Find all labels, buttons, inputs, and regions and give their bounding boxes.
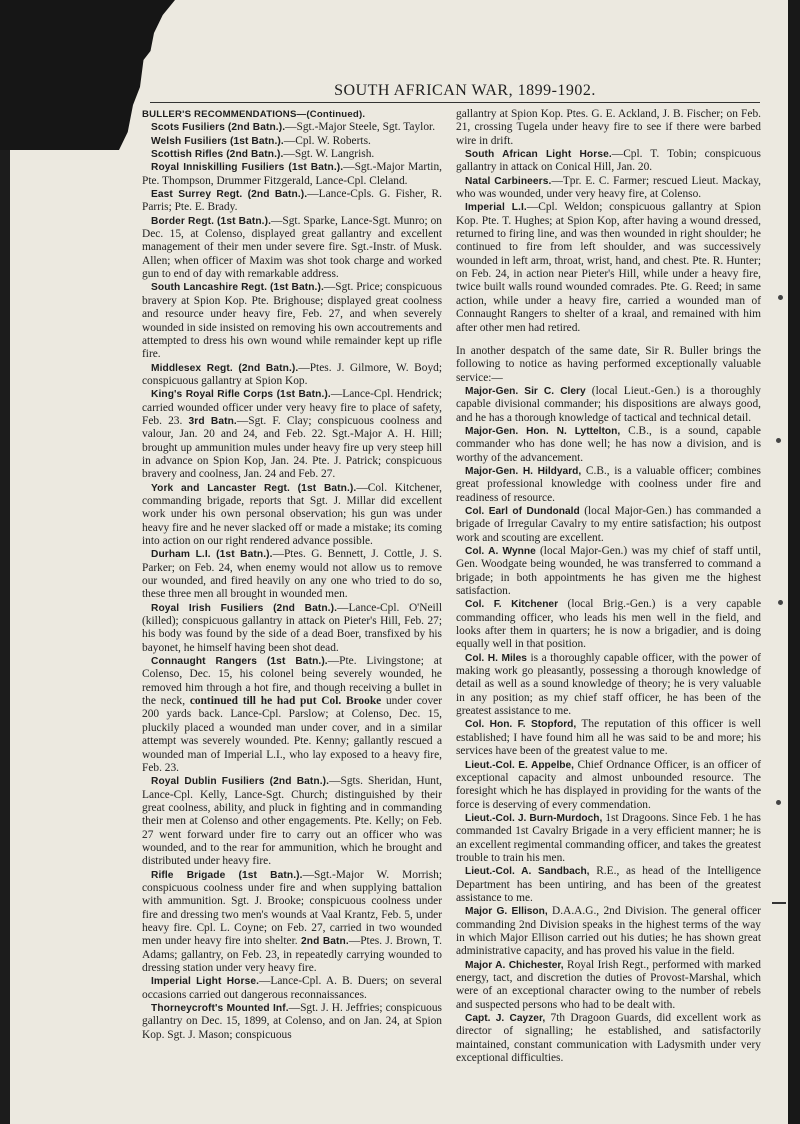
running-head: SOUTH AFRICAN WAR, 1899-1902.	[334, 82, 596, 99]
entry-imperial-light-horse: Imperial Light Horse.—Lance-Cpl. A. B. Duers; on several occasions carried out dangerous reconnaissances.	[142, 975, 442, 1001]
entry-imperial-li: Imperial L.I.—Cpl. Weldon; conspicuous gallantry at Spion Kop. Pte. T. Hughes; at Spion Kop, after having a wound dressed, returned to firing line, and was then wounded in right shoulder; he continued to fire from left shoulder, and was successively wounded in left arm, throat, wrist, hand, and chest. Pte. R. Hunter; on Feb. 24, in action near Pieter's Hill, while under a heavy fire, twice built walls round wounded comrades. Pte. G. Reed; in same action, while under a heavy fire, carried a wounded man of Connaught Rangers to shelter of a kraal, and remained with him after other men had retired.	[456, 201, 761, 334]
officer-chichester: Major A. Chichester, Royal Irish Regt., performed with marked energy, tact, and discretion the duties of Provost-Marshal, which were of an exceptional character owing to the number of rebels and suspected persons who had to be dealt with.	[456, 958, 762, 1011]
entry-royal-dublin-fusiliers: Royal Dublin Fusiliers (2nd Batn.).—Sgts. Sheridan, Hunt, Lance-Cpl. Kelly, Lance-Sgt. Church; distinguished by their great coolness, ability, and pluck in fighting and in commanding their men at Colenso and other engagements. Pte. Kelly; on Feb. 27 went forward under fire to carry out an officer who was wounded, and to the rear for ammunition, which he brought and distributed under heavy fire.	[142, 775, 442, 868]
officer-burn-murdoch: Lieut.-Col. J. Burn-Murdoch, 1st Dragoons. Since Feb. 1 he has commanded 1st Cavalry Brigade in a very efficient manner; he is an excellent regimental commanding officer, and takes the greatest trouble to train his men.	[456, 811, 761, 864]
entry-durham-li: Durham L.I. (1st Batn.).—Ptes. G. Bennett, J. Cottle, J. S. Parker; on Feb. 24, when enemy would not allow us to remove our wounded, and fired heavily on any one who tried to do so, these three men all brought in wounded men.	[142, 548, 442, 601]
officer-stopford: Col. Hon. F. Stopford, The reputation of this officer is well established; I have found him all he was said to be and more; his services have been of the greatest value to me.	[456, 718, 761, 758]
margin-mark	[772, 902, 786, 904]
entry-border-regt: Border Regt. (1st Batn.).—Sgt. Sparke, Lance-Sgt. Munro; on Dec. 15, at Colenso, displayed great gallantry and excellent management of their men under severe fire. Sgt.-Instr. of Musk. Allen; when officer of Maxim was shot took charge and worked gun to end of day with remarkable address.	[142, 214, 442, 281]
entry-kings-royal-rifle: King's Royal Rifle Corps (1st Batn.).—Lance-Cpl. Hendrick; carried wounded officer under very heavy fire to place of safety, Feb. 23. 3rd Batn.—Sgt. F. Clay; conspicuous coolness and valour, Jan. 20 and 24, and Feb. 22. Sgt.-Major A. H. Hill; brought up ammunition mules under heavy fire up very steep hill in advance on Spion Kop, Jan. 24. Pte. J. Patrick; conspicuous bravery and coolness, Jan. 24 and Feb. 27.	[142, 388, 443, 481]
entry-scottish-rifles: Scottish Rifles (2nd Batn.).—Sgt. W. Langrish.	[151, 148, 375, 161]
officer-cayzer: Capt. J. Cayzer, 7th Dragoon Guards, did excellent work as director of signalling; he established, and satisfactorily maintained, constant communication with Ladysmith under very exceptional difficulties.	[456, 1012, 761, 1065]
left-column	[142, 108, 442, 1042]
section-heading: BULLER'S RECOMMENDATIONS—(Continued).	[142, 109, 366, 120]
entry-scots-fusiliers: Scots Fusiliers (2nd Batn.).—Sgt.-Major Steele, Sgt. Taylor.	[151, 121, 436, 134]
officer-clery: Major-Gen. Sir C. Clery (local Lieut.-Gen.) is a thoroughly capable divisional commander; his dispositions are always good, and he has a thorough knowledge of tactical and technical detail.	[456, 384, 761, 424]
officer-wynne: Col. A. Wynne (local Major-Gen.) was my chief of staff until, Gen. Woodgate being wounded, he was transferred to command a brigade; in both appointments he has given me the highest satisfaction.	[456, 545, 761, 598]
entry-connaught-rangers: Connaught Rangers (1st Batn.).—Pte. Livingstone; at Colenso, Dec. 15, his colonel being severely wounded, he removed him through a hot fire, and though receiving a bullet in the neck, continued till he had put Col. Brooke under cover 200 yards back. Lance-Cpl. Parslow; at Colenso, Dec. 15, pluckily placed a wounded man under cover, and in a similar attempt was severely wounded. Pte. Kenny; gallantly rescued a wounded man of Imperial L.I., who lay exposed to a heavy fire, Feb. 23.	[142, 655, 442, 774]
officer-sandbach: Lieut.-Col. A. Sandbach, R.E., as head of the Intelligence Department has been untiring, and has been of the greatest assistance to me.	[456, 865, 761, 904]
scan-edge-right	[788, 0, 800, 1124]
entry-welsh-fusiliers: Welsh Fusiliers (1st Batn.).—Cpl. W. Roberts.	[151, 134, 371, 147]
entry-york-lancaster: York and Lancaster Regt. (1st Batn.).—Col. Kitchener, commanding brigade, reports that Sgt. J. Millar did excellent work under his own personal observation; his gun was under heavy fire and he never slacked off or made a mistake; its coming into action on our right rendered advance possible.	[142, 481, 442, 547]
officer-appelbe: Lieut.-Col. E. Appelbe, Chief Ordnance Officer, is an officer of exceptional capacity and almost unbounded resource. The foresight which he has displayed in providing for the wants of the force is deserving of every commendation.	[456, 758, 761, 811]
continuation-text: gallantry at Spion Kop. Ptes. G. E. Ackland, J. B. Fischer; on Feb. 21, crossing Tugela under heavy fire to see if there were barbed wire in drift.	[456, 108, 761, 147]
margin-mark	[778, 600, 783, 605]
scan-edge-left	[0, 0, 10, 1124]
officer-ellison: Major G. Ellison, D.A.A.G., 2nd Division. The general officer commanding 2nd Division speaks in the highest terms of the way in which Major Ellison carried out his duties; he has shown great administrative capacity, and has proved his value in the field.	[456, 905, 761, 958]
officer-kitchener: Col. F. Kitchener (local Brig.-Gen.) is a very capable commanding officer, who leads his men well in the field, and looks after them in quarters; he is now a brigadier, and is doing equally well in that position.	[456, 598, 761, 651]
entry-rifle-brigade: Rifle Brigade (1st Batn.).—Sgt.-Major W. Morrish; conspicuous coolness under fire and when supplying battalion with ammunition. Sgt. J. Brooke; conspicuous coolness under fire and dressing two men's wounds at Vaal Krantz, Feb. 5, under heavy fire. Cpl. L. Coyne; on Feb. 27, carried in two wounded men under heavy fire into shelter. 2nd Batn.—Ptes. J. Brown, T. Adams; gallantry, on Feb. 23, in repeatedly carrying wounded to dressing station under very heavy fire.	[142, 868, 442, 974]
margin-mark	[776, 800, 781, 805]
header-rule	[150, 102, 760, 103]
margin-mark	[778, 295, 783, 300]
officer-lyttelton: Major-Gen. Hon. N. Lyttelton, C.B., is a sound, capable commander who has done well; he has now a division, and is worthy of the advancement.	[456, 424, 761, 464]
entry-natal-carbineers: Natal Carbineers.—Tpr. E. C. Farmer; rescued Lieut. Mackay, who was wounded, under very heavy fire, at Colenso.	[456, 174, 762, 201]
officer-hildyard: Major-Gen. H. Hildyard, C.B., is a valuable officer; combines great professional knowledge with coolness under fire and readiness of resource.	[456, 464, 761, 504]
entry-south-lancashire: South Lancashire Regt. (1st Batn.).—Sgt. Price; conspicuous bravery at Spion Kop. Pte. Brighouse; displayed great coolness and resource under heavy fire, Feb. 27, and when severely wounded in side insisted on removing his own accoutrements and attempted to dress his own wound while remainder kept up rifle fire.	[142, 281, 442, 361]
entry-royal-irish-fusiliers: Royal Irish Fusiliers (2nd Batn.).—Lance-Cpl. O'Neill (killed); conspicuous gallantry in attack on Pieter's Hill, Feb. 27; his body was found by the side of a dead Boer, transfixed by his bayonet, he himself having been shot dead.	[142, 601, 442, 654]
officer-dundonald: Col. Earl of Dundonald (local Major-Gen.) has commanded a brigade of Irregular Cavalry to my entire satisfaction; his outpost work and scouting are excellent.	[456, 504, 761, 544]
entry-thorneycrofts-mi: Thorneycroft's Mounted Inf.—Sgt. J. H. Jeffries; conspicuous gallantry on Dec. 15, 1899, at Colenso, and on Jan. 24, at Spion Kop. Sgt. J. Mason; conspicuous	[142, 1002, 442, 1041]
entry-middlesex: Middlesex Regt. (2nd Batn.).—Ptes. J. Gilmore, W. Boyd; conspicuous gallantry at Spion Kop.	[142, 361, 442, 387]
entry-east-surrey: East Surrey Regt. (2nd Batn.).—Lance-Cpls. G. Fisher, R. Parris; Pte. E. Brady.	[142, 188, 442, 214]
despatch-intro: In another despatch of the same date, Sir R. Buller brings the following to notice as having performed exceptionally valuable service:—	[456, 344, 761, 384]
margin-mark	[776, 438, 781, 443]
officer-miles: Col. H. Miles is a thoroughly capable officer, with the power of making work go pleasantly, possessing a thorough knowledge of detail as well as a sound knowledge of theory; he is very valuable in any position; as my chief staff officer, he has been of the greatest assistance to me.	[456, 651, 761, 718]
entry-inniskilling-fusiliers: Royal Inniskilling Fusiliers (1st Batn.).—Sgt.-Major Martin, Pte. Thompson, Drummer Fitzgerald, Lance-Cpl. Cleland.	[142, 161, 442, 187]
right-column	[456, 108, 761, 1065]
entry-south-african-light-horse: South African Light Horse.—Cpl. T. Tobin; conspicuous gallantry in attack on Conical Hill, Jan. 20.	[456, 148, 761, 174]
